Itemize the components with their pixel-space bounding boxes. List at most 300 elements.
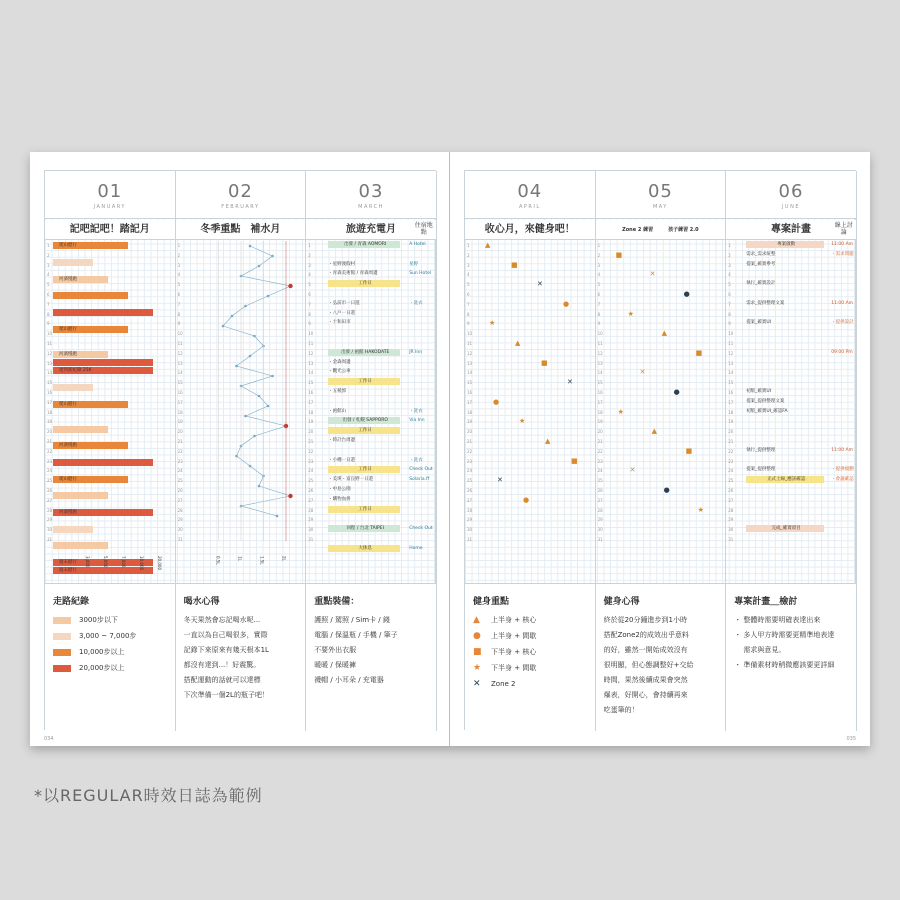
day-row: [465, 261, 595, 271]
day-number: 8: [177, 311, 181, 317]
day-number: 23: [597, 458, 603, 464]
day-number: 3: [47, 262, 50, 268]
march-item: ・中島公園: [328, 487, 351, 492]
legend-swatch: [53, 617, 71, 624]
day-row: [596, 241, 726, 251]
water-point: [244, 305, 247, 308]
day-number: 22: [177, 448, 183, 454]
day-row: [465, 466, 595, 476]
water-point: [230, 315, 233, 318]
water-point: [271, 255, 274, 258]
day-row: [306, 329, 436, 339]
day-row: [465, 496, 595, 506]
march-item: ・時計台周邊: [328, 438, 356, 443]
day-number: 7: [308, 301, 311, 307]
water-chart: [176, 241, 307, 581]
workout-icon: ●: [563, 299, 570, 308]
step-bar: [53, 384, 93, 391]
day-row: [726, 368, 856, 378]
summary-line: 的好，雖然一開始成效沒有: [603, 646, 688, 654]
step-bar: [53, 259, 93, 266]
step-bar: [53, 542, 108, 549]
day-number: 21: [308, 439, 314, 444]
day-row: [465, 319, 595, 329]
day-number: 21: [728, 439, 734, 444]
caption: *以REGULAR時效日誌為範例: [34, 786, 263, 805]
day-row: [596, 270, 726, 280]
day-number: 1: [308, 243, 311, 248]
water-point: [235, 455, 238, 458]
day-number: 25: [177, 478, 183, 484]
march-item: ・弘前市一日遊: [328, 300, 360, 306]
day-number: 15: [597, 380, 603, 386]
step-bar-label: 河濱慢跑: [59, 509, 77, 515]
day-row: [306, 447, 436, 457]
day-number: 28: [597, 507, 603, 513]
day-row: [306, 555, 436, 565]
day-row: [465, 280, 595, 290]
day-row: [306, 564, 436, 574]
day-number: 18: [308, 409, 314, 415]
day-number: 1: [597, 243, 601, 248]
march-side-note: Via Inn: [409, 418, 425, 424]
month-number: 05: [647, 181, 673, 202]
step-bar: [53, 292, 128, 299]
workout-icon: ■: [511, 260, 518, 269]
day-number: 10: [308, 331, 314, 337]
day-number: 3: [177, 262, 181, 268]
day-number: 12: [467, 350, 473, 356]
day-row: [596, 555, 726, 565]
day-number: 5: [308, 282, 311, 288]
summary-box: [45, 583, 176, 731]
summary-title: 健身重點: [473, 597, 510, 607]
planner-spread: [30, 152, 870, 746]
step-bar-label: 河濱慢跑: [59, 443, 77, 449]
day-number: 17: [47, 399, 53, 405]
june-item: 專案啟動: [746, 241, 824, 248]
day-number: 25: [467, 478, 473, 484]
day-row: [726, 378, 856, 388]
legend-item: [53, 663, 167, 673]
day-row: [465, 300, 595, 310]
day-number: 9: [47, 321, 50, 327]
day-number: 12: [177, 350, 183, 356]
water-point: [248, 355, 251, 358]
water-point: [221, 325, 224, 328]
day-number: 21: [177, 439, 183, 444]
march-item: 出發 / 青森 AOMORI: [328, 241, 400, 248]
day-row: [596, 486, 726, 496]
feb-axis-label: 1.5L: [259, 556, 265, 565]
water-point: [288, 494, 292, 498]
day-row: [726, 290, 856, 300]
step-bar: [53, 492, 108, 499]
day-number: 14: [177, 370, 183, 376]
day-number: 12: [47, 350, 53, 356]
day-number: 25: [597, 478, 603, 484]
legend-item: [473, 631, 587, 641]
day-number: 11: [728, 341, 734, 346]
step-bar-label: 週末健行: [59, 568, 77, 574]
summary-line: 電腦 / 保溫瓶 / 手機 / 筆子: [314, 631, 398, 639]
day-number: 14: [467, 370, 473, 376]
day-row: [465, 378, 595, 388]
day-number: 3: [467, 262, 470, 268]
day-row: [726, 437, 856, 447]
workout-icon: ■: [695, 348, 703, 357]
summary-box: [465, 583, 596, 731]
day-number: 29: [467, 517, 473, 523]
day-number: 27: [47, 497, 53, 503]
step-bar: [53, 359, 153, 366]
day-number: 26: [597, 488, 603, 493]
workout-icon: ✕: [629, 466, 636, 475]
workout-icon: ●: [683, 290, 690, 298]
summary-line: 搭配Zone2的成效出乎意料: [603, 631, 689, 639]
step-bar: [53, 526, 93, 533]
day-row: [306, 486, 436, 496]
day-row: [465, 506, 595, 516]
workout-icon: ✕: [649, 270, 656, 279]
workout-icon: ▲: [651, 427, 657, 436]
day-number: 20: [177, 429, 183, 435]
day-row: [45, 339, 175, 349]
day-number: 8: [47, 311, 50, 317]
day-row: [726, 564, 856, 574]
day-row: [596, 310, 726, 320]
day-number: 21: [467, 439, 473, 444]
day-row: [596, 447, 726, 457]
day-row: [596, 359, 726, 369]
summary-line: 搭配運動的話就可以達標: [183, 676, 261, 684]
june-item: 正式上線_應該確認: [746, 476, 824, 483]
day-number: 1: [467, 243, 470, 248]
day-number: 30: [467, 527, 473, 533]
day-row: [306, 290, 436, 300]
legend-item: [473, 663, 587, 673]
day-number: 13: [47, 360, 53, 366]
water-point: [248, 465, 251, 468]
month-number: 01: [97, 181, 123, 202]
day-number: 9: [597, 321, 601, 327]
day-row: [596, 525, 726, 535]
legend-icon-circle: ●: [473, 631, 481, 641]
day-row: [596, 506, 726, 516]
day-row: [596, 349, 726, 359]
legend-icon-triangle: ▲: [473, 615, 480, 625]
day-number: 16: [47, 390, 53, 395]
summary-line: 需求與意見。: [734, 646, 786, 654]
workout-icon: ★: [489, 319, 496, 328]
day-row: [726, 545, 856, 555]
summary-line: 時間，果然後續成果會突然: [603, 676, 688, 684]
day-number: 30: [728, 527, 734, 533]
jan-axis-label: 7,000: [121, 556, 126, 568]
day-row: [465, 545, 595, 555]
day-row: [306, 339, 436, 349]
step-bar-label: 河濱慢跑: [59, 351, 77, 357]
day-number: 3: [597, 262, 601, 268]
summary-line: 一直以為自己喝很多，實際: [183, 631, 268, 639]
workout-icon: ★: [617, 407, 624, 416]
month-header: [596, 171, 726, 219]
day-row: [465, 476, 595, 486]
day-number: 31: [728, 537, 734, 542]
day-number: 8: [467, 311, 470, 317]
month-header: [306, 171, 436, 219]
workout-icon: ●: [523, 495, 530, 504]
march-item: ・八戶一日遊: [328, 310, 356, 316]
day-number: 31: [308, 537, 314, 542]
day-row: [306, 319, 436, 329]
day-row: [596, 417, 726, 427]
march-side-note: ・洗衣: [409, 408, 423, 414]
step-bar: [53, 459, 153, 466]
june-item: 初版_確實UI: [746, 389, 772, 394]
day-row: [465, 359, 595, 369]
day-number: 2: [728, 252, 731, 258]
water-point: [266, 405, 269, 408]
march-item: 工作日: [328, 466, 400, 473]
day-row: [465, 290, 595, 300]
summary-line: ・ 多人甲方時需要更精準地表達: [734, 631, 835, 639]
day-number: 7: [597, 301, 601, 307]
day-row: [306, 398, 436, 408]
day-row: [306, 496, 436, 506]
legend-item: [53, 647, 167, 657]
legend-icon-square: ■: [473, 647, 482, 657]
day-number: 7: [728, 301, 731, 307]
day-number: 27: [467, 497, 473, 503]
day-number: 29: [47, 517, 53, 523]
summary-title: 重點裝備：: [314, 597, 360, 607]
day-number: 14: [308, 370, 314, 376]
march-side-note: Check Out: [409, 467, 433, 473]
legend-label: 上半身 + 間歇: [491, 632, 537, 640]
day-row: [465, 368, 595, 378]
june-item: 需求_提供整理文案: [746, 300, 785, 306]
water-point: [257, 485, 260, 488]
day-number: 4: [47, 272, 50, 278]
month-theme: Zone 2 練習 孩子練習 2.0: [596, 220, 726, 240]
summary-line: 護照 / 駕照 / Sim卡 / 錢: [314, 616, 390, 624]
day-row: [465, 339, 595, 349]
day-number: 5: [47, 282, 50, 288]
day-number: 2: [597, 252, 601, 258]
day-number: 10: [47, 331, 53, 337]
day-number: 8: [728, 311, 731, 317]
day-row: [726, 329, 856, 339]
day-number: 19: [47, 419, 53, 425]
legend-label: 下半身 + 核心: [491, 648, 537, 656]
day-number: 19: [467, 419, 473, 425]
day-number: 20: [47, 429, 53, 435]
summary-title: 專案計畫＿檢討: [734, 597, 798, 607]
day-number: 16: [597, 390, 603, 395]
summary-line: 吃蛋筆的！: [603, 706, 639, 714]
day-number: 2: [177, 252, 181, 258]
day-number: 30: [308, 527, 314, 533]
day-row: [726, 496, 856, 506]
day-number: 29: [308, 517, 314, 523]
step-bar-label: 河濱慢跑: [59, 276, 77, 282]
march-side-note: Check Out: [409, 526, 433, 532]
summary-line: 記錄下來原來有幾天根本1L: [183, 646, 269, 654]
day-row: [596, 437, 726, 447]
june-item: 提案_提供整理: [746, 467, 776, 473]
day-row: [726, 359, 856, 369]
month-name: MARCH: [358, 204, 384, 210]
day-number: 22: [308, 448, 314, 454]
month-number: 06: [778, 181, 804, 202]
day-number: 11: [177, 341, 183, 346]
day-row: [596, 476, 726, 486]
month-name: MAY: [652, 204, 668, 210]
water-point: [235, 365, 238, 368]
march-side-note: ・洗衣: [409, 457, 423, 463]
march-item: ・星野渡假村: [328, 261, 356, 267]
step-bar-label: 達到新紀錄 25K: [59, 368, 92, 374]
day-number: 7: [47, 301, 50, 307]
march-item: 工作日: [328, 506, 400, 513]
day-row: [45, 408, 175, 418]
day-row: [726, 535, 856, 545]
june-item: 提案_確實UI: [746, 320, 772, 326]
day-number: 10: [728, 331, 734, 337]
day-row: [596, 329, 726, 339]
day-number: 22: [728, 448, 734, 454]
day-row: [465, 417, 595, 427]
day-number: 5: [467, 282, 470, 288]
day-number: 24: [177, 468, 183, 474]
legend-swatch: [53, 665, 71, 672]
day-number: 13: [597, 360, 603, 366]
march-side-note: 星野: [409, 261, 419, 267]
day-number: 20: [597, 429, 603, 435]
day-row: [306, 251, 436, 261]
water-point: [253, 435, 256, 438]
day-row: [465, 329, 595, 339]
day-number: 8: [597, 311, 601, 317]
day-number: 11: [467, 341, 473, 346]
workout-icon: ★: [519, 417, 526, 426]
day-row: [596, 427, 726, 437]
month-theme: 旅遊充電月: [306, 220, 436, 240]
month-theme: 收心月，來健身吧！: [465, 220, 595, 240]
day-row: [465, 437, 595, 447]
day-number: 18: [597, 409, 603, 415]
feb-axis-label: 1L: [237, 556, 243, 561]
right-page: [450, 152, 870, 746]
day-number: 10: [177, 331, 183, 337]
day-number: 11: [308, 341, 314, 346]
march-side-note: Solaria.ff: [409, 477, 430, 483]
feb-axis-label: 0.5L: [215, 556, 221, 565]
day-number: 24: [597, 468, 603, 474]
month-number: 04: [517, 181, 543, 202]
day-number: 4: [728, 272, 731, 278]
jan-axis-label: 3,000: [85, 556, 90, 568]
legend-icon-star: ★: [473, 663, 482, 673]
day-row: [596, 545, 726, 555]
step-bar-label: 爬山健行: [59, 476, 77, 482]
march-side-note: JR Inn: [409, 349, 423, 355]
day-number: 6: [728, 292, 731, 297]
march-side-note: A Hotel: [409, 242, 426, 247]
month-theme: 專案計畫: [726, 220, 856, 240]
water-point: [266, 295, 269, 298]
day-row: [465, 251, 595, 261]
day-number: 23: [308, 458, 314, 464]
day-row: [465, 525, 595, 535]
workout-icon: ▲: [515, 339, 521, 347]
day-number: 15: [467, 380, 473, 386]
day-row: [726, 427, 856, 437]
workout-icon: ■: [685, 446, 693, 455]
day-row: [596, 319, 726, 329]
legend-swatch: [53, 649, 71, 656]
jan-axis-label: 5,000: [103, 556, 108, 568]
day-number: 21: [597, 439, 603, 444]
march-item: 出發 / 函館 HAKODATE: [328, 349, 400, 356]
day-number: 20: [467, 429, 473, 435]
day-number: 2: [467, 252, 470, 258]
march-side-note: Sun Hotel: [409, 271, 432, 277]
march-item: ・金森周邊: [328, 359, 351, 365]
march-item: ・觀光公車: [328, 369, 351, 375]
day-number: 6: [597, 292, 601, 297]
summary-line: ・ 整體時需要明確表達出來: [734, 616, 821, 624]
summary-title: 走路紀錄: [53, 597, 90, 607]
day-number: 27: [308, 497, 314, 503]
day-row: [596, 339, 726, 349]
legend-label: 3000步以下: [79, 616, 118, 624]
summary-line: 不要外出衣服: [314, 646, 357, 654]
day-number: 1: [177, 243, 181, 248]
june-side-note: 11:00 Am: [831, 300, 854, 306]
month-header: [726, 171, 856, 219]
summary-box: [306, 583, 437, 731]
day-number: 23: [177, 458, 183, 464]
day-number: 16: [177, 390, 183, 395]
day-number: 13: [308, 360, 314, 366]
day-number: 2: [47, 252, 50, 258]
day-number: 7: [177, 301, 181, 307]
day-row: [465, 535, 595, 545]
month-name: JANUARY: [93, 204, 126, 210]
day-row: [306, 310, 436, 320]
day-row: [465, 388, 595, 398]
workout-icon: ★: [697, 505, 704, 514]
day-number: 23: [467, 458, 473, 464]
day-number: 17: [728, 399, 734, 405]
day-row: [465, 349, 595, 359]
day-number: 6: [47, 292, 50, 297]
day-row: [306, 388, 436, 398]
step-bar: [53, 309, 153, 316]
june-side-note: 11:00 Am: [831, 242, 854, 247]
page-number-left: 034: [44, 736, 54, 742]
march-item: ・美瑛・富良野一日遊: [328, 477, 374, 483]
day-number: 24: [467, 468, 473, 474]
day-number: 26: [47, 488, 53, 493]
column-extra-label: 線上討論: [834, 222, 853, 236]
day-number: 6: [308, 292, 311, 297]
june-item: 初版_確實UI_確認FA: [746, 408, 788, 414]
day-row: [45, 515, 175, 525]
day-number: 23: [728, 458, 734, 464]
